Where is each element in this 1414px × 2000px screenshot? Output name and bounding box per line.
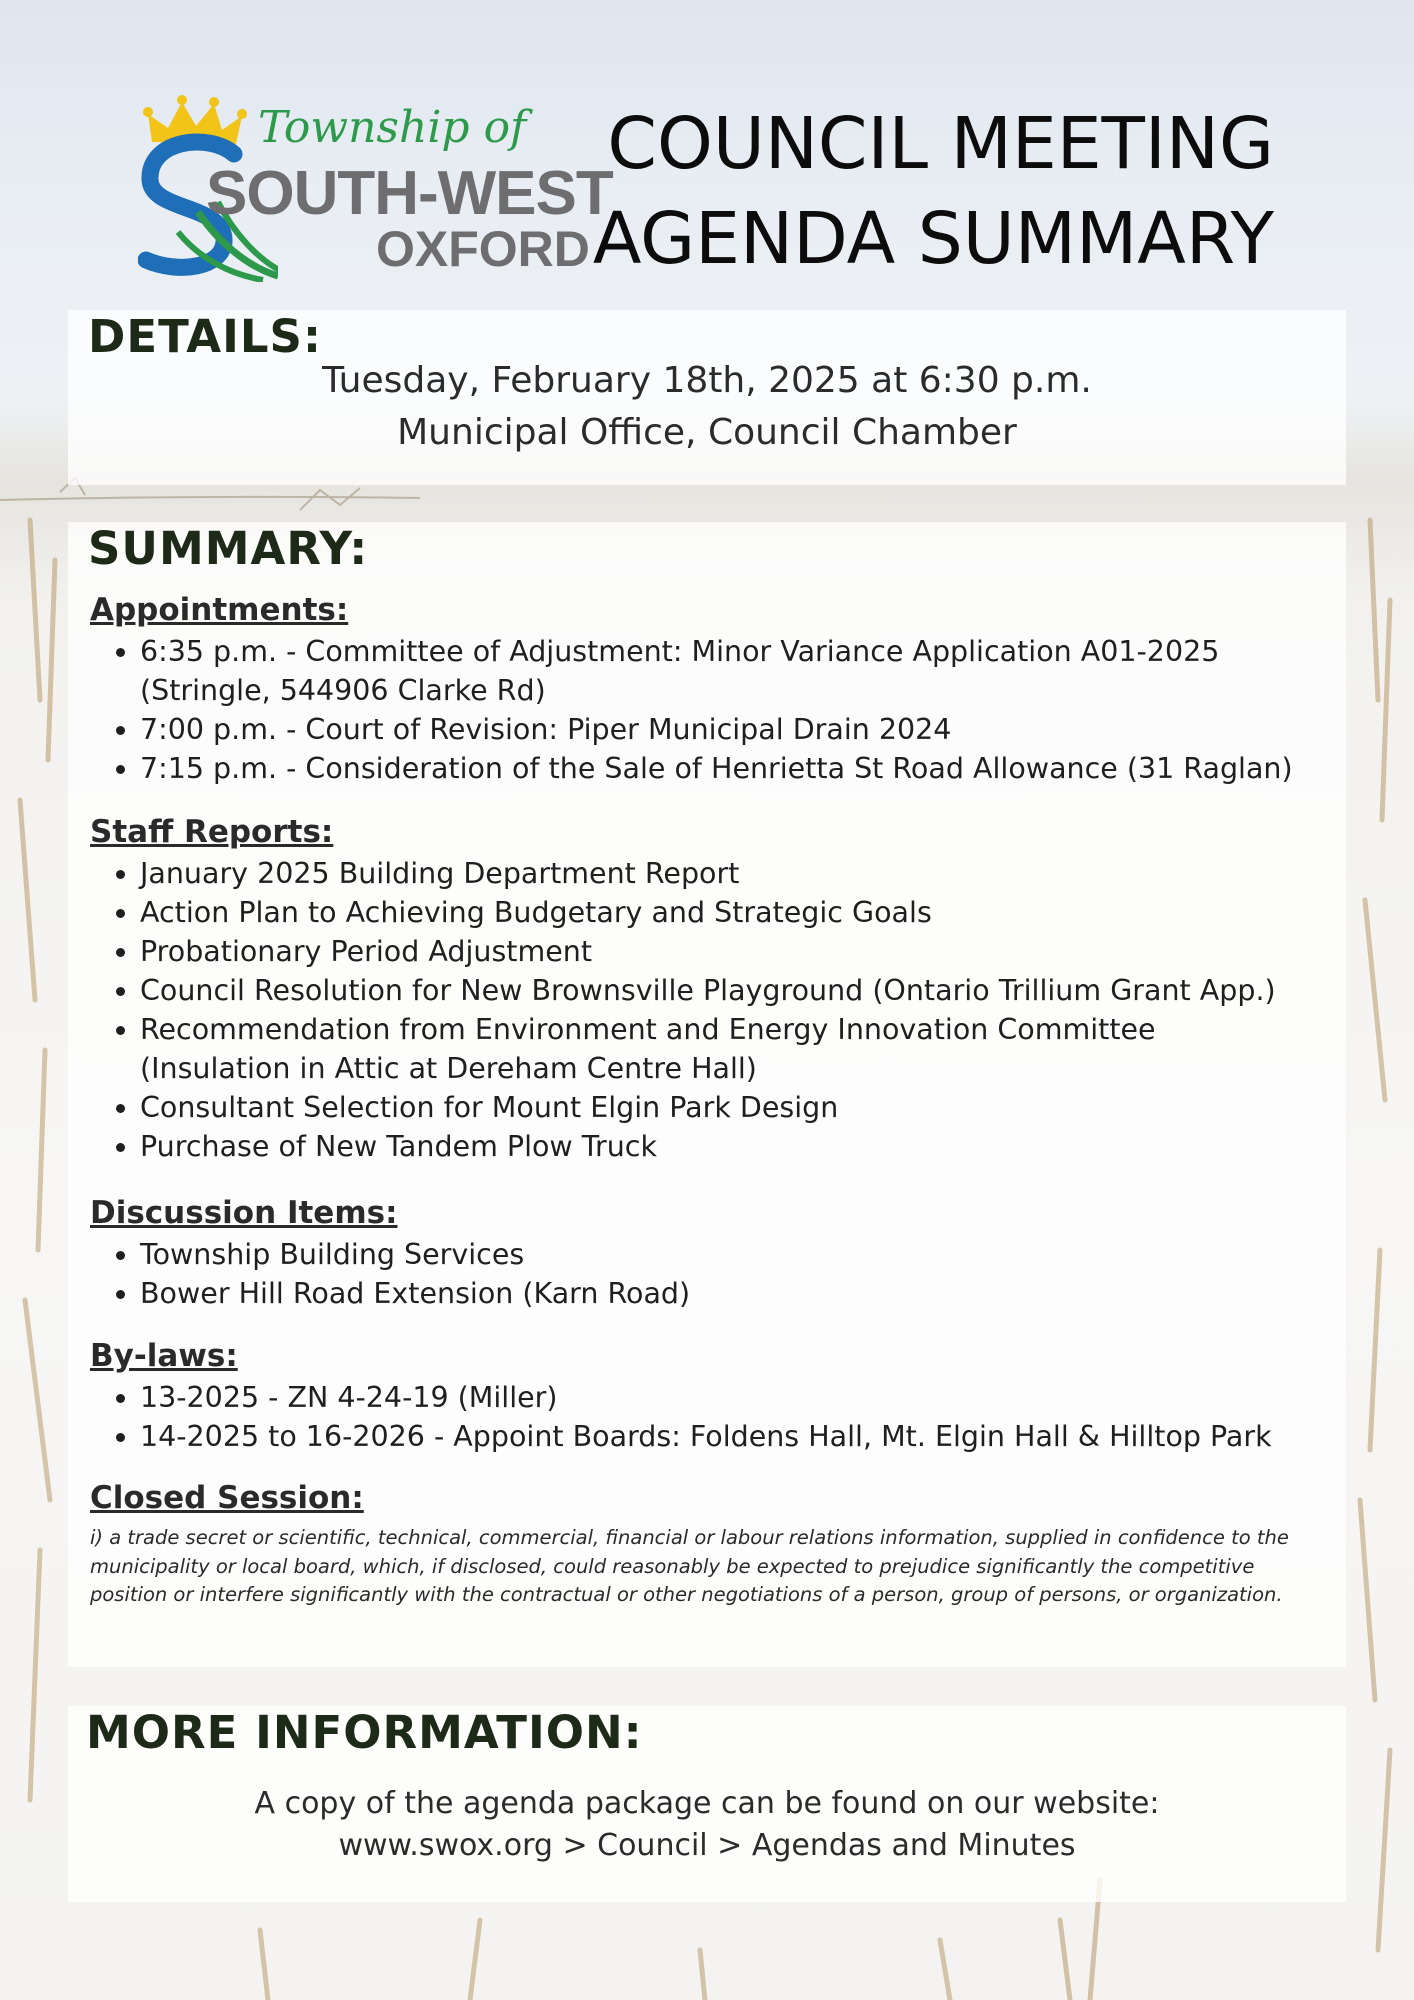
more-information-panel [68,1706,1346,1902]
staff-reports-list [90,854,1276,1166]
list-item: • 7:00 p.m. - Court of Revision: Piper Municipal Drain 2024 [140,710,1293,749]
list-item: • Recommendation from Environment and Energy Innovation Committee (Insulation in Attic at Dereham Centre Hall) [140,1010,1276,1088]
list-item: • Purchase of New Tandem Plow Truck [140,1127,1276,1166]
logo-oxford-text: OXFORD [376,221,590,277]
bylaws-list [90,1378,1272,1456]
agenda-package-note: A copy of the agenda package can be found on our website: [254,1786,1160,1821]
summary-panel [68,522,1346,1667]
discussion-items-heading: Discussion Items: [90,1195,398,1231]
list-item: • Probationary Period Adjustment [140,932,1276,971]
list-item: • 6:35 p.m. - Committee of Adjustment: Minor Variance Application A01-2025 (Stringle, 544906 Clarke Rd) [140,632,1293,710]
list-item: • Township Building Services [140,1235,690,1274]
list-item: • Council Resolution for New Brownsville Playground (Ontario Trillium Grant App.) [140,971,1276,1010]
website-path: www.swox.org > Council > Agendas and Minutes [338,1828,1076,1863]
closed-session-text: i) a trade secret or scientific, technical, commercial, financial or labour relations information, supplied in confidence to the municipality or local board, which, if disclosed, could reasonably be expected to prejudice significantly the competitive position or interfere significantly with the contractual or other negotiations of a person, group of persons, or organization. [90,1526,1289,1606]
list-item: • 14-2025 to 16-2026 - Appoint Boards: Foldens Hall, Mt. Elgin Hall & Hilltop Park [140,1417,1272,1456]
logo-south-west-text: SOUTH-WEST [206,159,613,228]
township-logo [138,92,613,282]
closed-session-heading: Closed Session: [90,1480,364,1516]
summary-heading: SUMMARY: [88,522,369,575]
meeting-date-time: Tuesday, February 18th, 2025 at 6:30 p.m. [322,360,1092,401]
list-item: • Consultant Selection for Mount Elgin Park Design [140,1088,1276,1127]
staff-reports-heading: Staff Reports: [90,814,334,850]
list-item: • 13-2025 - ZN 4-24-19 (Miller) [140,1378,1272,1417]
appointments-heading: Appointments: [90,592,349,628]
page-title [593,96,1274,286]
list-item: • Action Plan to Achieving Budgetary and Strategic Goals [140,893,1276,932]
title-line-1: COUNCIL MEETING [607,102,1274,185]
more-information-heading: MORE INFORMATION: [86,1706,643,1759]
logo-township-text: Township of [258,102,527,153]
list-item: • January 2025 Building Department Report [140,854,1276,893]
discussion-items-list [90,1235,690,1313]
bylaws-heading: By-laws: [90,1338,238,1374]
appointments-list [90,632,1293,788]
meeting-location: Municipal Office, Council Chamber [397,412,1017,453]
details-panel [68,310,1346,485]
list-item: • Bower Hill Road Extension (Karn Road) [140,1274,690,1313]
title-line-2: AGENDA SUMMARY [592,197,1274,280]
list-item: • 7:15 p.m. - Consideration of the Sale of Henrietta St Road Allowance (31 Raglan) [140,749,1293,788]
details-heading: DETAILS: [88,310,322,363]
